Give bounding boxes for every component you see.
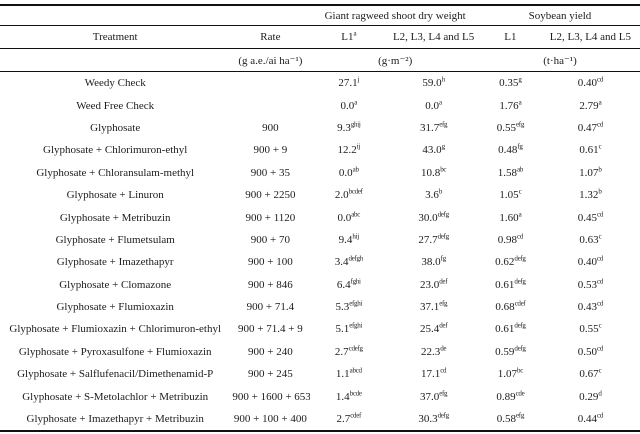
soy-l1-value [480, 251, 541, 273]
soy-l1-value-number: 1.07 [497, 368, 517, 381]
ragweed-l1-value-group-letters: defgh [348, 254, 363, 263]
group-header-ragweed: Giant ragweed shoot dry weight [310, 5, 480, 26]
ragweed-l1-value-group-letters: abcd [349, 366, 362, 375]
ragweed-l2l5-value [387, 139, 480, 161]
soy-l1-value-group-letters: c [518, 187, 522, 196]
units-row [0, 49, 640, 72]
soy-l2l5-value [541, 296, 640, 318]
soy-l1-value-number: 1.60 [499, 211, 519, 224]
column-header-soy-l2l5: L2, L3, L4 and L5 [541, 26, 640, 49]
group-header-row [0, 5, 640, 26]
table-row [0, 251, 640, 273]
soy-l1-value [480, 162, 541, 184]
ragweed-l1-value-number: 0.0 [340, 99, 355, 112]
soy-l1-value-group-letters: g [518, 75, 522, 84]
ragweed-l1-value-number: 27.1 [338, 77, 358, 90]
soy-l1-value-number: 1.05 [499, 189, 519, 202]
ragweed-l1-value-group-letters: cdef [350, 411, 362, 420]
soy-l2l5-value-group-letters: b [598, 187, 602, 196]
treatment-cell: Glyphosate + S-Metolachlor + Metribuzin [22, 390, 209, 403]
ragweed-l2l5-value-group-letters: fg [440, 254, 446, 263]
rate-cell: 900 + 70 [250, 233, 290, 246]
table-row [0, 274, 640, 296]
ragweed-l2l5-value-group-letters: de [440, 344, 447, 353]
ragweed-l1-value-number: 5.1 [335, 323, 350, 336]
group-header-soybean: Soybean yield [480, 5, 640, 26]
soy-l2l5-value [541, 139, 640, 161]
ragweed-l1-value [310, 94, 387, 116]
units-ragweed: (g·m⁻²) [310, 49, 480, 72]
table-header [0, 5, 640, 72]
ragweed-l2l5-value-number: 59.0 [422, 77, 442, 90]
soy-l2l5-value-number: 0.45 [577, 211, 597, 224]
ragweed-l1-value-number: 2.7 [334, 345, 349, 358]
ragweed-l1-value-group-letters: hij [352, 232, 359, 241]
soy-l2l5-value-number: 0.43 [577, 301, 597, 314]
ragweed-l1-value-number: 0.0 [337, 211, 352, 224]
soy-l2l5-value [541, 206, 640, 228]
soy-l1-value-number: 0.68 [495, 301, 515, 314]
ragweed-l1-value [310, 408, 387, 431]
column-header-ragweed-l1 [310, 26, 387, 49]
rate-cell: 900 + 240 [248, 345, 293, 358]
rate-cell: 900 + 71.4 [246, 301, 295, 314]
treatment-cell: Glyphosate + Linuron [66, 189, 164, 202]
ragweed-l2l5-value [387, 296, 480, 318]
treatment-cell: Glyphosate + Imazethapyr [56, 256, 174, 269]
ragweed-l2l5-value [387, 318, 480, 340]
soy-l1-value [480, 274, 541, 296]
group-header-spacer [0, 5, 310, 26]
soy-l1-value-number: 0.61 [495, 323, 515, 336]
soy-l1-value-group-letters: cdef [514, 299, 526, 308]
soy-l1-value-number: 1.58 [497, 166, 517, 179]
ragweed-l1-value [310, 162, 387, 184]
ragweed-l2l5-value [387, 94, 480, 116]
ragweed-l2l5-value-group-letters: efg [439, 389, 448, 397]
soy-l1-value-number: 0.59 [495, 345, 515, 358]
soy-l2l5-value [541, 229, 640, 251]
treatment-cell: Glyphosate + Pyroxasulfone + Flumioxazin [18, 345, 212, 358]
soy-l2l5-value-group-letters: cd [597, 411, 604, 420]
ragweed-l1-value [310, 385, 387, 407]
soy-l2l5-value [541, 363, 640, 385]
ragweed-l2l5-value-number: 30.0 [418, 211, 438, 224]
ragweed-l2l5-value-number: 22.3 [420, 345, 441, 358]
treatment-cell: Glyphosate + Chlorimuron-ethyl [43, 144, 188, 157]
ragweed-l2l5-value-number: 37.0 [419, 390, 440, 403]
ragweed-l2l5-value-group-letters: bc [440, 165, 447, 174]
rate-cell: 900 + 35 [250, 166, 290, 179]
soy-l1-value-group-letters: efg [515, 120, 525, 129]
table-row [0, 229, 640, 251]
soy-l1-value-number: 0.35 [499, 77, 519, 90]
rate-cell: 900 + 71.4 + 9 [238, 323, 303, 336]
soy-l2l5-value-group-letters: cd [597, 299, 604, 308]
treatment-cell: Glyphosate + Imazethapyr + Metribuzin [26, 413, 204, 426]
table-row [0, 385, 640, 407]
rate-cell: 900 [262, 121, 279, 134]
soy-l2l5-value-number: 0.50 [577, 345, 597, 358]
ragweed-l2l5-value-group-letters: a [439, 97, 442, 106]
soy-l2l5-value-group-letters: c [598, 321, 602, 330]
rate-cell: 900 + 2250 [245, 189, 296, 202]
ragweed-l2l5-value [387, 206, 480, 228]
column-header-ragweed-l1-footnote: a [353, 29, 357, 38]
soy-l1-value [480, 94, 541, 116]
ragweed-l2l5-value-number: 0.0 [425, 99, 440, 112]
rate-cell: 900 + 245 [248, 368, 293, 381]
ragweed-l1-value-number: 2.7 [336, 413, 351, 426]
rate-cell: 900 + 1600 + 653 [232, 390, 311, 403]
soy-l1-value-number: 0.58 [496, 413, 516, 426]
ragweed-l1-value-number: 1.1 [335, 368, 350, 381]
ragweed-l1-value-group-letters: abc [351, 209, 361, 218]
ragweed-l1-value-number: 5.3 [335, 301, 350, 314]
ragweed-l2l5-value-number: 3.6 [425, 189, 439, 202]
rate-cell [230, 72, 310, 95]
table-row [0, 184, 640, 206]
soy-l1-value-number: 0.98 [497, 233, 517, 246]
ragweed-l2l5-value-group-letters: defg [437, 209, 449, 218]
soy-l1-value-number: 0.61 [495, 278, 515, 291]
soy-l2l5-value-group-letters: c [598, 366, 602, 375]
soy-l2l5-value [541, 318, 640, 340]
rate-cell: 900 + 9 [253, 144, 288, 157]
ragweed-l1-value [310, 117, 387, 139]
ragweed-l1-value-number: 9.3 [337, 121, 351, 134]
soy-l2l5-value [541, 162, 640, 184]
soy-l2l5-value [541, 72, 640, 95]
ragweed-l1-value [310, 184, 387, 206]
ragweed-l1-value-number: 9.4 [338, 233, 353, 246]
ragweed-l2l5-value-group-letters: g [441, 142, 445, 151]
ragweed-l2l5-value [387, 363, 480, 385]
ragweed-l2l5-value-group-letters: cd [440, 366, 447, 375]
ragweed-l1-value-number: 2.0 [334, 189, 349, 202]
ragweed-l2l5-value-number: 10.8 [420, 166, 441, 179]
soy-l2l5-value-group-letters: d [598, 389, 602, 397]
soy-l1-value-number: 0.89 [496, 390, 516, 403]
ragweed-l2l5-value-group-letters: def [439, 321, 448, 330]
table-row [0, 341, 640, 363]
soy-l1-value [480, 296, 541, 318]
soy-l2l5-value-number: 0.53 [577, 278, 597, 291]
ragweed-l1-value-number: 0.0 [338, 166, 353, 179]
soy-l2l5-value [541, 408, 640, 431]
ragweed-l1-value-number: 3.4 [334, 256, 349, 269]
soy-l2l5-value-number: 2.79 [579, 99, 599, 112]
column-header-treatment: Treatment [0, 26, 230, 49]
table-row [0, 206, 640, 228]
results-table [0, 4, 640, 432]
soy-l2l5-value-number: 0.40 [577, 256, 597, 269]
table-row [0, 139, 640, 161]
soy-l2l5-value-group-letters: c [598, 142, 602, 151]
soy-l2l5-value-group-letters: cd [597, 344, 604, 353]
ragweed-l2l5-value-number: 17.1 [420, 368, 441, 381]
soy-l2l5-value-number: 0.47 [577, 121, 597, 134]
soy-l2l5-value-number: 0.44 [577, 413, 597, 426]
ragweed-l1-value-group-letters: efghi [349, 321, 363, 330]
soy-l2l5-value-number: 0.61 [579, 144, 599, 157]
soy-l1-value-group-letters: cde [515, 389, 525, 397]
ragweed-l2l5-value-number: 43.0 [422, 144, 442, 157]
soy-l1-value-group-letters: a [518, 97, 522, 106]
soy-l2l5-value [541, 184, 640, 206]
rate-cell: 900 + 100 [248, 256, 293, 269]
column-header-ragweed-l1-label: L1 [341, 31, 354, 43]
soy-l1-value [480, 229, 541, 251]
ragweed-l2l5-value [387, 385, 480, 407]
soy-l1-value [480, 184, 541, 206]
ragweed-l2l5-value [387, 229, 480, 251]
treatment-cell: Glyphosate + Clomazone [59, 278, 172, 291]
soy-l1-value [480, 117, 541, 139]
soy-l1-value [480, 408, 541, 431]
soy-l1-value-number: 0.62 [495, 256, 515, 269]
table-row [0, 363, 640, 385]
table-row [0, 72, 640, 95]
soy-l2l5-value-number: 0.29 [579, 390, 599, 403]
soy-l2l5-value [541, 251, 640, 273]
ragweed-l2l5-value [387, 117, 480, 139]
ragweed-l1-value [310, 72, 387, 95]
soy-l1-value-group-letters: defg [514, 321, 526, 330]
soy-l2l5-value-number: 0.63 [579, 233, 599, 246]
ragweed-l1-value [310, 206, 387, 228]
column-header-row [0, 26, 640, 49]
soy-l2l5-value-group-letters: cd [597, 209, 604, 218]
soy-l2l5-value-group-letters: cd [597, 254, 604, 263]
ragweed-l2l5-value [387, 341, 480, 363]
units-treatment-spacer [0, 49, 230, 72]
ragweed-l1-value-group-letters: cdefg [348, 344, 363, 353]
column-header-rate: Rate [230, 26, 310, 49]
treatment-cell: Weed Free Check [76, 99, 155, 112]
soy-l2l5-value [541, 274, 640, 296]
ragweed-l1-value-group-letters: j [357, 75, 360, 84]
ragweed-l2l5-value-number: 23.0 [419, 278, 440, 291]
soy-l1-value-group-letters: defg [514, 254, 526, 263]
treatment-cell: Glyphosate + Flumetsulam [55, 233, 175, 246]
column-header-ragweed-l2l5: L2, L3, L4 and L5 [387, 26, 480, 49]
soy-l2l5-value-group-letters: a [598, 97, 602, 106]
soy-l1-value [480, 341, 541, 363]
ragweed-l1-value [310, 274, 387, 296]
soy-l1-value [480, 363, 541, 385]
soy-l1-value-number: 1.76 [499, 99, 519, 112]
soy-l1-value [480, 72, 541, 95]
ragweed-l1-value-group-letters: a [354, 97, 358, 106]
treatment-cell: Glyphosate + Flumioxazin [56, 301, 174, 314]
soy-l2l5-value [541, 385, 640, 407]
soy-l2l5-value-group-letters: cd [597, 277, 604, 286]
treatment-cell: Glyphosate + Metribuzin [59, 211, 171, 224]
rate-cell: 900 + 100 + 400 [233, 413, 307, 426]
ragweed-l1-value [310, 363, 387, 385]
treatment-cell: Glyphosate + Chloransulam-methyl [36, 166, 195, 179]
rate-cell: 900 + 846 [248, 278, 293, 291]
soy-l2l5-value-number: 1.07 [579, 166, 599, 179]
soy-l1-value-number: 0.48 [498, 144, 518, 157]
table-row [0, 162, 640, 184]
rate-cell [230, 94, 310, 116]
rate-cell: 900 + 1120 [245, 211, 296, 224]
ragweed-l1-value-group-letters: ghij [350, 120, 361, 129]
ragweed-l1-value-number: 1.4 [335, 390, 350, 403]
treatment-cell: Glyphosate [90, 121, 141, 134]
ragweed-l2l5-value-number: 25.4 [419, 323, 440, 336]
ragweed-l2l5-value-group-letters: b [438, 187, 443, 196]
ragweed-l1-value-group-letters: bcde [349, 389, 362, 397]
table-row [0, 296, 640, 318]
ragweed-l2l5-value-group-letters: h [441, 75, 445, 84]
table-row [0, 408, 640, 431]
ragweed-l2l5-value-group-letters: efg [439, 299, 448, 308]
ragweed-l1-value [310, 229, 387, 251]
units-rate: (g a.e./ai ha⁻¹) [230, 49, 310, 72]
soy-l2l5-value-group-letters: cd [597, 75, 604, 84]
soy-l2l5-value-group-letters: b [598, 165, 602, 174]
soy-l1-value [480, 139, 541, 161]
soy-l1-value-group-letters: bc [517, 366, 524, 375]
treatment-cell: Glyphosate + Salflufenacil/Dimethenamid-P [17, 368, 214, 381]
ragweed-l1-value-group-letters: bcdef [348, 187, 363, 196]
ragweed-l1-value-number: 6.4 [336, 278, 351, 291]
table-row [0, 94, 640, 116]
column-header-soy-l1: L1 [480, 26, 541, 49]
ragweed-l2l5-value-group-letters: defg [437, 411, 449, 420]
ragweed-l2l5-value-number: 38.0 [421, 256, 441, 269]
ragweed-l1-value-group-letters: ij [356, 142, 361, 151]
soy-l1-value-group-letters: defg [514, 344, 526, 353]
ragweed-l2l5-value-number: 31.7 [419, 121, 440, 134]
ragweed-l2l5-value [387, 408, 480, 431]
soy-l2l5-value-number: 0.55 [579, 323, 599, 336]
soy-l1-value-group-letters: defg [514, 277, 526, 286]
soy-l2l5-value-group-letters: c [598, 232, 602, 241]
ragweed-l1-value-group-letters: ab [352, 165, 359, 174]
ragweed-l1-value [310, 139, 387, 161]
ragweed-l2l5-value-number: 27.7 [418, 233, 438, 246]
treatment-cell: Weedy Check [84, 77, 146, 90]
ragweed-l1-value-group-letters: efghi [349, 299, 363, 308]
table-row [0, 117, 640, 139]
ragweed-l2l5-value [387, 162, 480, 184]
ragweed-l1-value [310, 251, 387, 273]
soy-l2l5-value [541, 94, 640, 116]
soy-l1-value [480, 385, 541, 407]
ragweed-l1-value-number: 12.2 [337, 144, 357, 157]
ragweed-l2l5-value [387, 184, 480, 206]
ragweed-l1-value-group-letters: fghi [350, 277, 361, 286]
table-row [0, 318, 640, 340]
ragweed-l2l5-value-group-letters: efg [439, 120, 448, 129]
ragweed-l2l5-value-number: 30.3 [418, 413, 438, 426]
soy-l2l5-value-number: 0.67 [579, 368, 599, 381]
treatment-cell: Glyphosate + Flumioxazin + Chlorimuron-ethyl [9, 323, 221, 336]
soy-l2l5-value-number: 1.32 [579, 189, 599, 202]
ragweed-l2l5-value-group-letters: defg [437, 232, 449, 241]
soy-l1-value-group-letters: efg [515, 411, 525, 420]
table-body [0, 72, 640, 432]
soy-l1-value [480, 206, 541, 228]
ragweed-l1-value [310, 296, 387, 318]
units-soybean: (t·ha⁻¹) [480, 49, 640, 72]
soy-l2l5-value [541, 341, 640, 363]
soy-l1-value-group-letters: ab [517, 165, 524, 174]
ragweed-l2l5-value-group-letters: def [439, 277, 448, 286]
soy-l2l5-value-group-letters: cd [597, 120, 604, 129]
soy-l2l5-value-number: 0.40 [577, 77, 597, 90]
soy-l2l5-value [541, 117, 640, 139]
ragweed-l1-value [310, 341, 387, 363]
soy-l1-value-group-letters: cd [517, 232, 524, 241]
soy-l1-value-group-letters: a [518, 209, 522, 218]
ragweed-l2l5-value-number: 37.1 [419, 301, 440, 314]
soy-l1-value [480, 318, 541, 340]
soy-l1-value-group-letters: fg [517, 142, 523, 151]
soy-l1-value-number: 0.55 [496, 121, 516, 134]
ragweed-l2l5-value [387, 274, 480, 296]
ragweed-l1-value [310, 318, 387, 340]
ragweed-l2l5-value [387, 72, 480, 95]
ragweed-l2l5-value [387, 251, 480, 273]
